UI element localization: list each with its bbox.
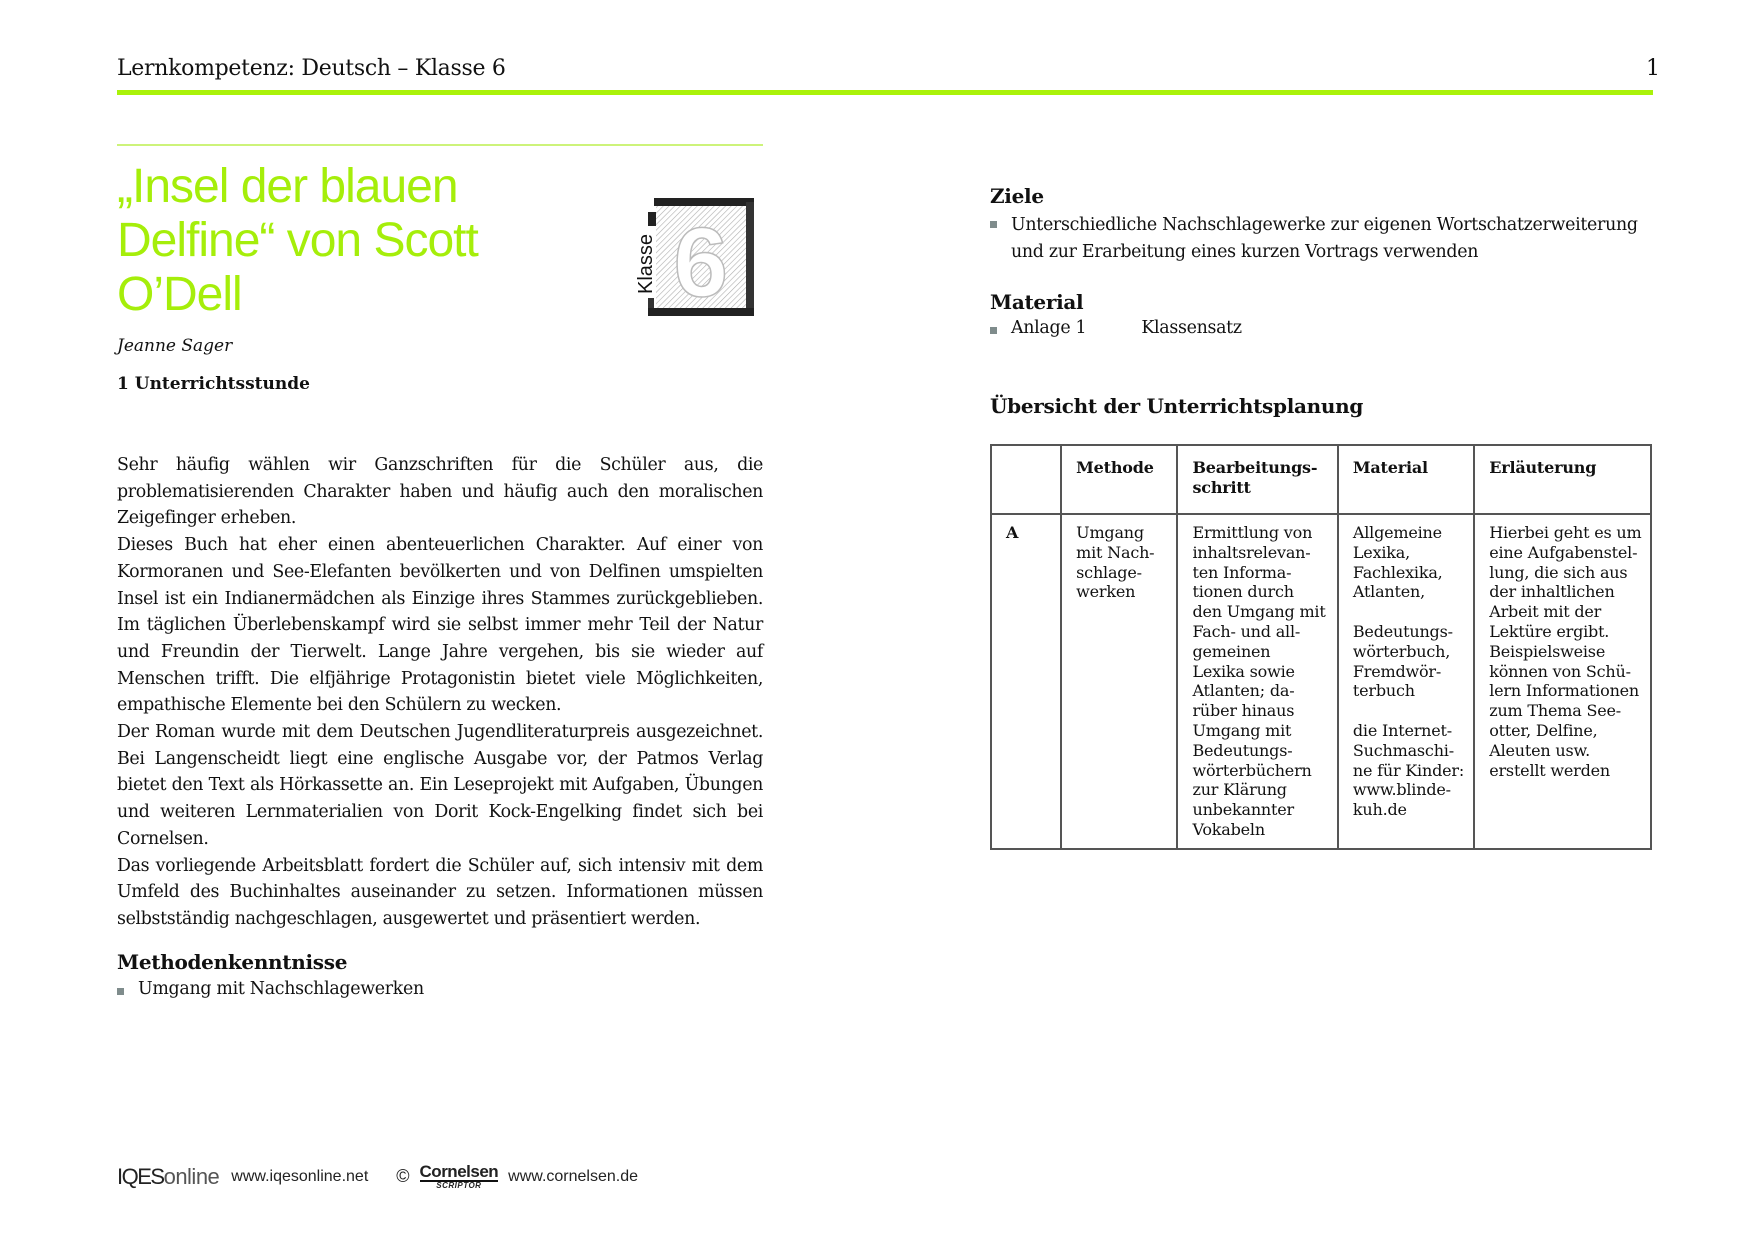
cell-phase xyxy=(991,514,1061,849)
column-rule xyxy=(117,144,763,146)
paragraph: Dieses Buch hat eher einen abenteuerlichen Charakter. Auf einer von Kormoranen und See-Elefanten bevölkerten und von Delfinen umspielten Insel ist ein Indianermädchen als Einzige ihres Stammes zurückgeblieben. Im täglichen Überlebenskampf wird sie selbst immer mehr Teil der Natur und Freundin der Tierwelt. Lange Jahre vergehen, bis sie wieder auf Menschen trifft. Die elfjährige Protagonistin bietet viele Möglichkeiten, empathische Elemente bei den Schülern zu wecken. xyxy=(117,535,763,716)
methoden-item xyxy=(117,979,717,999)
paragraph: Der Roman wurde mit dem Deutschen Jugendliteraturpreis ausgezeichnet. Bei Langenscheidt liegt eine englische Ausgabe vor, der Patmos Verlag bietet den Text als Hörkassette an. Ein Leseprojekt mit Aufgaben, Übungen und weiteren Lernmaterialien von Dorit Kock-Engelking findet sich bei Cornelsen. xyxy=(117,722,763,849)
material-item xyxy=(990,318,1590,338)
methoden-item-text: Umgang mit Nachschlagewerken xyxy=(138,979,424,999)
column-header-erlaeuterung: Erläuterung xyxy=(1474,445,1651,514)
cell-line: den Umgang mit xyxy=(1192,602,1326,622)
cell-methode xyxy=(1061,514,1177,849)
paragraph: Sehr häufig wählen wir Ganzschriften für die Schüler aus, die problematisierenden Charakter haben und häufig auch den moralischen Zeigefinger erheben. xyxy=(117,455,763,529)
footer xyxy=(117,1163,638,1190)
cell-line: Aleuten usw. xyxy=(1489,740,1590,760)
cell-line: www.blinde- xyxy=(1352,780,1451,800)
ziele-heading: Ziele xyxy=(990,184,1044,208)
cell-line: rüber hinaus xyxy=(1192,701,1295,721)
cell-line: kuh.de xyxy=(1352,800,1407,820)
methoden-heading: Methodenkenntnisse xyxy=(117,950,348,974)
cell-line: inhaltsrelevan- xyxy=(1192,542,1311,562)
phase-label: A xyxy=(1006,523,1019,542)
cell-spacer xyxy=(1353,701,1465,721)
column-header-schritt: Bearbeitungs- schritt xyxy=(1177,445,1337,514)
cell-line: Fremdwör- xyxy=(1352,661,1442,681)
material-item-quantity: Klassensatz xyxy=(1141,318,1242,338)
cell-line: ten Informa- xyxy=(1192,562,1292,582)
intro-text xyxy=(117,452,763,933)
cell-line: zum Thema See- xyxy=(1489,701,1621,721)
cell-line: Atlanten; da- xyxy=(1192,681,1295,701)
cell-line: wörterbuch, xyxy=(1352,641,1451,661)
grade-badge xyxy=(628,190,758,322)
lesson-plan-table xyxy=(990,444,1652,850)
ziele-item-text: Unterschiedliche Nachschlagewerke zur eigenen Wortschatzerweiterung und zur Erarbeitung eines kurzen Vortrags verwenden xyxy=(1011,215,1638,262)
cell-line: die Internet- xyxy=(1352,720,1452,740)
copyright-icon: © xyxy=(396,1166,410,1186)
cell-line: Vokabeln xyxy=(1192,819,1265,839)
bullet-square-icon xyxy=(990,327,997,334)
bullet-square-icon xyxy=(990,221,997,228)
cell-line: Fach- und all- xyxy=(1192,621,1301,641)
cell-line: der inhaltlichen xyxy=(1489,582,1615,602)
cell-line: Fachlexika, xyxy=(1352,562,1443,582)
cell-line: lern Informationen xyxy=(1489,681,1640,701)
cell-line: otter, Delfine, xyxy=(1489,720,1598,740)
cell-line: ne für Kinder: xyxy=(1352,760,1465,780)
cell-line: Lektüre ergibt. xyxy=(1489,621,1610,641)
bullet-square-icon xyxy=(117,988,124,995)
header-rule xyxy=(117,90,1653,95)
cell-line: Bedeutungs- xyxy=(1192,740,1293,760)
cell-line: Atlanten, xyxy=(1352,582,1426,602)
cell-erlaeuterung xyxy=(1474,514,1651,849)
cell-line: eine Aufgabenstel- xyxy=(1489,542,1638,562)
cell-line: gemeinen xyxy=(1192,641,1271,661)
column-header-methode: Methode xyxy=(1061,445,1177,514)
title-line: „Insel der blauen xyxy=(117,160,458,213)
cell-line: Arbeit mit der xyxy=(1489,602,1602,622)
pencil-square-icon xyxy=(628,190,758,322)
document-title xyxy=(117,160,587,322)
cell-line: erstellt werden xyxy=(1489,760,1611,780)
paragraph: Das vorliegende Arbeitsblatt fordert die Schüler auf, sich intensiv mit dem Umfeld des Buchinhaltes auseinander zu setzen. Informationen müssen selbstständig nachgeschlagen, ausgewertet und präsentiert werden. xyxy=(117,855,763,929)
overview-heading: Übersicht der Unterrichtsplanung xyxy=(990,394,1364,418)
cornelsen-logo: Cornelsen SCRIPTOR xyxy=(419,1162,499,1190)
material-heading: Material xyxy=(990,290,1084,314)
cell-line: unbekannter xyxy=(1192,800,1294,820)
cell-line: Bedeutungs- xyxy=(1352,621,1453,641)
cell-line: terbuch xyxy=(1352,681,1415,701)
cell-line: Suchmaschi- xyxy=(1352,740,1454,760)
cell-line: zur Klärung xyxy=(1192,780,1287,800)
cell-schritt xyxy=(1177,514,1337,849)
title-line: O’Dell xyxy=(117,268,242,321)
running-header-title: Lernkompetenz: Deutsch – Klasse 6 xyxy=(117,56,506,81)
cell-line: können von Schü- xyxy=(1489,661,1631,681)
title-line: Delfine“ von Scott xyxy=(117,214,478,267)
cell-line: Allgemeine xyxy=(1352,523,1442,542)
cell-line: Lexika, xyxy=(1352,542,1411,562)
cell-line: wörterbüchern xyxy=(1192,760,1312,780)
author: Jeanne Sager xyxy=(117,336,233,356)
cell-material xyxy=(1338,514,1474,849)
material-item-name: Anlage 1 xyxy=(1011,318,1087,338)
cell-line: Umgang xyxy=(1076,523,1144,542)
lesson-count: 1 Unterrichtsstunde xyxy=(117,374,310,394)
column-header-material: Material xyxy=(1338,445,1474,514)
iqes-logo: IQESonline xyxy=(117,1163,220,1189)
cell-line: Umgang mit xyxy=(1192,720,1292,740)
table-row xyxy=(991,514,1651,849)
cell-line: werken xyxy=(1076,582,1136,602)
grade-number: 6 xyxy=(673,207,728,317)
cell-line: Ermittlung von xyxy=(1192,523,1313,542)
column-header-phase xyxy=(991,445,1061,514)
cell-spacer xyxy=(1353,602,1465,622)
cell-line: tionen durch xyxy=(1192,582,1294,602)
cell-line: schlage- xyxy=(1076,562,1142,582)
cell-line: Hierbei geht es um xyxy=(1489,523,1642,542)
cell-line: mit Nach- xyxy=(1076,542,1155,562)
grade-label: Klasse xyxy=(635,233,657,294)
cell-line: Lexika sowie xyxy=(1192,661,1295,681)
cornelsen-url-link[interactable]: www.cornelsen.de xyxy=(508,1167,639,1185)
iqes-url-link[interactable]: www.iqesonline.net xyxy=(231,1167,369,1185)
cell-line: lung, die sich aus xyxy=(1489,562,1628,582)
ziele-item xyxy=(990,212,1650,266)
table-header-row xyxy=(991,445,1651,514)
page-number: 1 xyxy=(1646,56,1660,81)
cell-line: Beispielsweise xyxy=(1489,641,1606,661)
